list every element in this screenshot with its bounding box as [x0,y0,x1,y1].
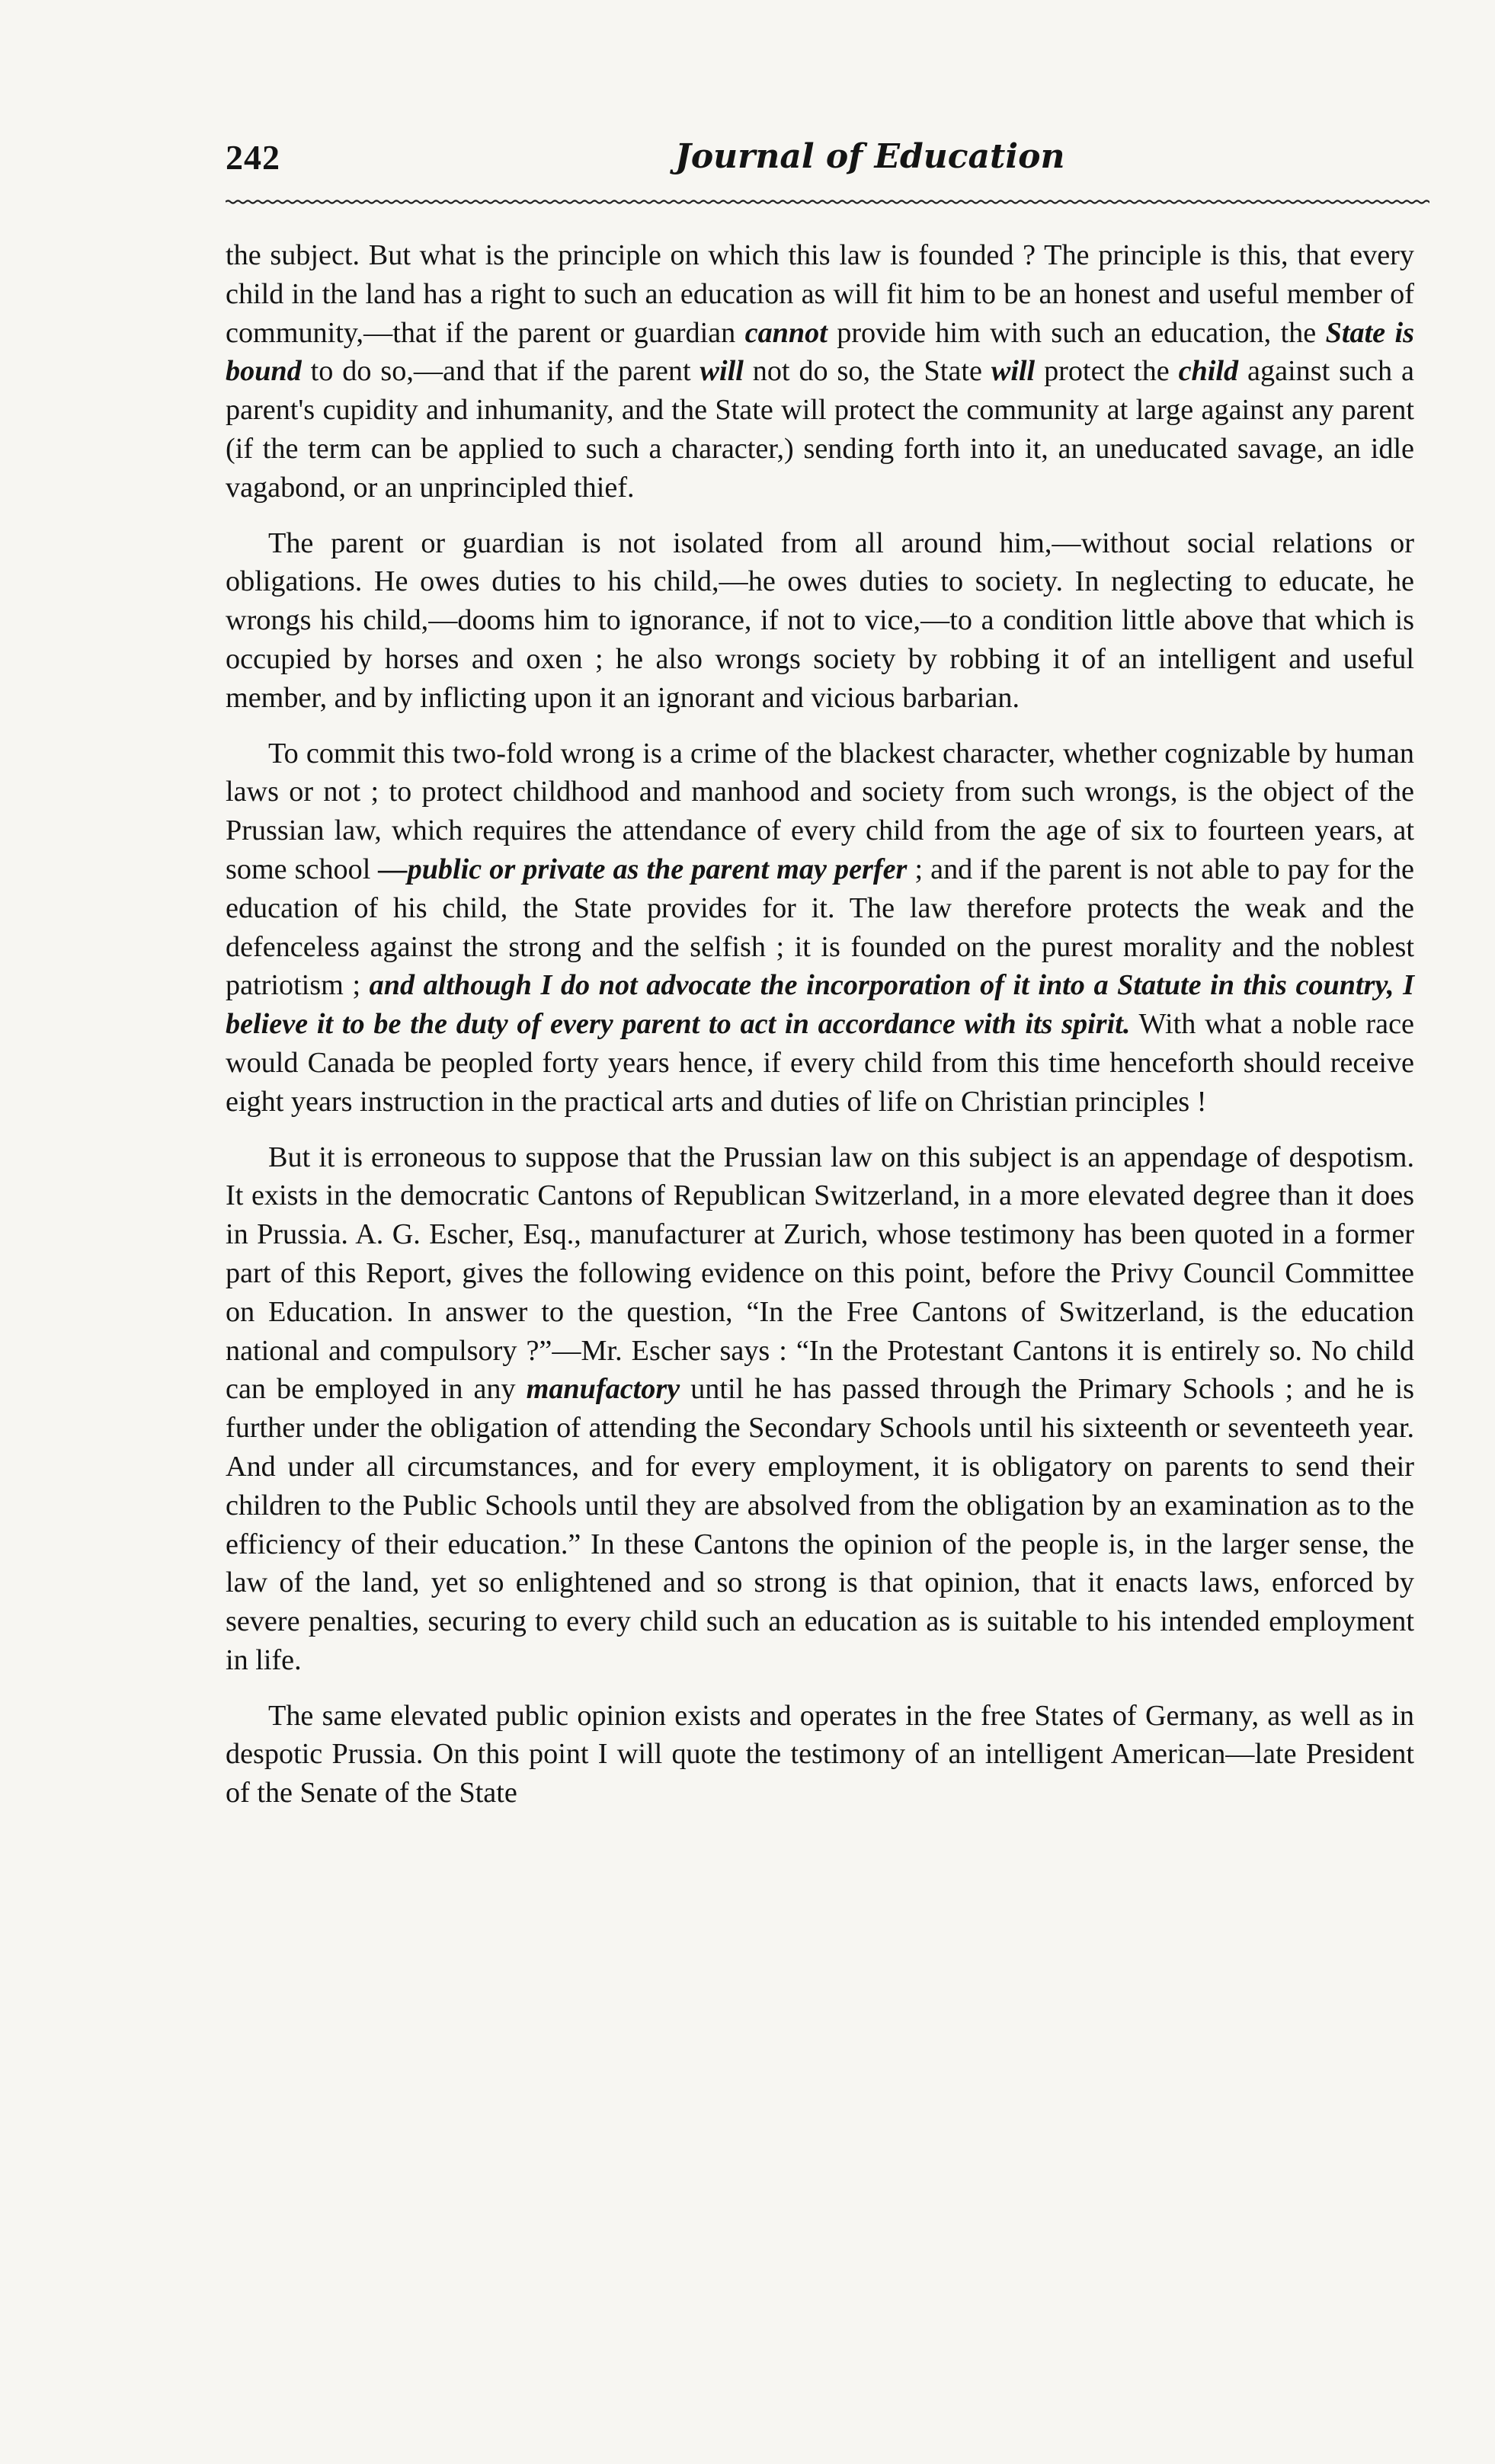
text-run: against such a parent's cupidity and inhumanity, and the State will protect the community at large against any parent (if the term can be applied to such a character,) sending forth into it, an uneducated savage, an idle vagabond, or an unprincipled thief. [226,355,1414,504]
italic-text: child [1178,355,1239,388]
italic-text: will [991,355,1036,388]
text-run: The parent or guardian is not isolated from all around him,—without social relations or obligations. He owes duties to his child,—he owes duties to society. In neglecting to educate, he wrongs his child,—dooms him to ignorance, if not to vice,—to a condition little above that which is occupied by horses and oxen ; he also wrongs society by robbing it of an intelligent and useful member, and by inflicting upon it an ignorant and vicious barbarian. [226,526,1414,714]
paragraph-1 [226,236,1414,507]
text-run: To commit this two-fold wrong is a crime of the blackest character, whether cognizable by human laws or not ; to protect childhood and manhood and society from such wrongs, is the object of the Prussian law, which requires the attendance of every child from the age of six to fourteen years, at some school [226,737,1414,885]
header-wavy-rule [226,197,1429,207]
text-run: to do so,—and that if the parent [301,355,700,388]
text-run: the subject. But what is the principle on which this law is founded ? The principle is this, that every child in the land has a right to such an education as will fit him to be an honest and useful member of community,—that if the parent or guardian [226,239,1414,349]
text-run: ; and if the parent is not able to pay for the education of his child, the State provides for it. The law therefore protects the weak and the defenceless against the strong and the selfish ; it is founded on the purest morality and the noblest patriotism ; [226,853,1415,1002]
text-run: provide him with such an education, the [827,316,1326,349]
italic-text: and although I do not advocate the incorporation of it into a Statute in this country, I believe it to be the duty of every parent to act in accordance with its spirit. [226,969,1414,1041]
page-number: 242 [226,138,280,177]
running-head [226,137,1414,190]
paragraph-4 [226,1138,1414,1680]
paragraph-2 [226,524,1414,718]
italic-text: —public or private as the parent may perfer [378,853,908,885]
text-run: not do so, the State [743,355,991,388]
italic-text: manufactory [526,1373,680,1406]
body-text [226,236,1414,1829]
italic-text: cannot [744,316,828,349]
text-run: The same elevated public opinion exists and operates in the free States of Germany, as well as in despotic Prussia. On this point I will quote the testimony of an intelligent American—late President of the Senate of the State [226,1699,1414,1810]
text-run: protect the [1035,355,1179,388]
paragraph-3 [226,734,1414,1122]
text-run: But it is erroneous to suppose that the Prussian law on this subject is an appendage of despotism. It exists in the democratic Cantons of Republican Switzerland, in a more elevated degree than it does in Prussia. A. G. Escher, Esq., manufacturer at Zurich, whose testimony has been quoted in a former part of this Report, gives the following evidence on this point, before the Privy Council Committee on Education. In answer to the question, “In the Free Cantons of Switzerland, is the education national and compulsory ?”—Mr. Escher says : “In the Protestant Cantons it is entirely so. No child can be employed in any [226,1141,1414,1406]
text-run: until he has passed through the Primary Schools ; and he is further under the obligation of attending the Secondary Schools until his sixteenth or seventeeth year. And under all circumstances, and for every employment, it is obligatory on parents to send their children to the Public Schools until they are absolved from the obligation by an examination as to the efficiency of their education.” In these Cantons the opinion of the people is, in the larger sense, the law of the land, yet so enlightened and so strong is that opinion, that it enacts laws, enforced by severe penalties, securing to every child such an education as is suitable to his intended employment in life. [226,1373,1415,1676]
paragraph-5 [226,1697,1414,1813]
italic-text: State is bound [226,316,1414,388]
italic-text: will [699,355,744,388]
journal-title: Journal of Education [675,137,1065,176]
text-run: With what a noble race would Canada be peopled forty years hence, if every child from this time henceforth should receive eight years instruction in the practical arts and duties of life on Christian principles ! [226,1008,1414,1118]
